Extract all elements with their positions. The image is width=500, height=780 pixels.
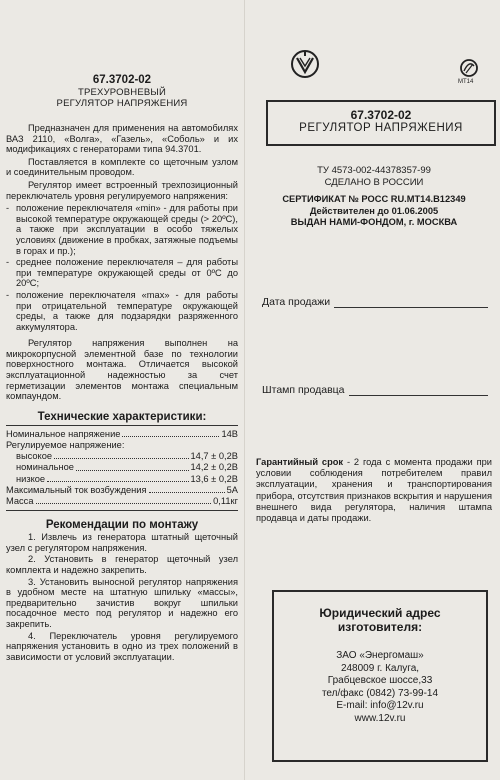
list-item: - среднее положение переключателя – для работы при температуре окружающей среды от 0ºС до 20ºС; — [6, 257, 238, 289]
warranty-heading: Гарантийный срок — [256, 457, 344, 467]
address-title-1: Юридический адрес — [319, 606, 441, 620]
certificate-number: СЕРТИФИКАТ № РОСС RU.МТ14.В12349 — [282, 194, 466, 204]
install-heading: Рекомендации по монтажу — [45, 519, 199, 532]
spec-nominal-voltage: Номинальное напряжение 14В — [6, 428, 238, 439]
certificate-validity: Действителен до 01.06.2005 — [309, 205, 439, 216]
certificate-block — [252, 194, 496, 229]
left-column — [6, 74, 238, 662]
spec-excitation-current: Максимальный ток возбуждения 5А — [6, 484, 238, 495]
sale-date-line — [334, 296, 488, 308]
list-item: - положение переключателя «max» - для работы при отрицательной температуре окружающей среды, а также для подзарядки разряженного аккумулятора. — [6, 290, 238, 332]
fold-line — [244, 0, 245, 780]
certificate-issuer: ВЫДАН НАМИ-ФОНДОМ, г. МОСКВА — [290, 217, 458, 227]
install-step: 4. Переключатель уровня регулируемого напряжения установить в одно из трех положений в зависимости от условий эксплуатации. — [6, 630, 238, 662]
install-step: 1. Извлечь из генератора штатный щеточный узел с регулятором напряжения. — [6, 532, 238, 553]
seller-stamp-line — [349, 384, 488, 396]
divider — [6, 425, 238, 426]
address-line: 248009 г. Калуга, — [340, 662, 420, 674]
seller-stamp-field — [262, 384, 488, 396]
address-line: ЗАО «Энергомаш» — [336, 650, 424, 661]
address-line: www.12v.ru — [354, 712, 406, 724]
install-step: 3. Установить выносной регулятор напряжения в удобном месте на штатную шпильку «массы», предварительно зачистив вокруг шпильки посадочное место под регулятор и надежно его закрепить. — [6, 576, 238, 630]
tu-number: ТУ 4573-002-44378357-99 — [317, 165, 431, 176]
specs-heading: Технические характеристики: — [37, 410, 207, 423]
intro-paragraph: Предназначен для применения на автомобилях ВАЗ 2110, «Волга», «Газель», «Соболь» и их модификациях с генераторами типа 94.3701. — [6, 123, 238, 155]
spec-low: низкое 13,6 ± 0,2В — [16, 473, 238, 484]
product-subtitle-2: РЕГУЛЯТОР НАПРЯЖЕНИЯ — [56, 98, 188, 109]
address-title-2: изготовителя: — [337, 620, 423, 634]
spec-regulated-voltage: Регулируемое напряжение: — [6, 440, 125, 451]
logos-row — [252, 48, 496, 96]
spec-mass: Масса 0,11кг — [6, 496, 238, 507]
seller-stamp-label: Штамп продавца — [262, 384, 345, 396]
warranty-paragraph — [256, 457, 492, 524]
address-line: Грабцевское шоссе,33 — [327, 675, 433, 686]
manufacturer-logo-icon — [290, 48, 320, 80]
made-in: СДЕЛАНО В РОССИИ — [324, 176, 424, 188]
address-line: E-mail: info@12v.ru — [336, 700, 424, 711]
pct-label: МТ14 — [458, 79, 474, 84]
list-item: - положение переключателя «min» - для работы при высокой температуре окружающей среды (> 20ºС), а также при эксплуатации в особо тяжелых условиях (движение в пробках, затяжные подъемы в горах и пр.); — [6, 203, 238, 256]
switch-intro-paragraph: Регулятор имеет встроенный трехпозиционный переключатель уровня регулируемого напряжения: — [6, 179, 238, 201]
sale-date-field — [262, 296, 488, 308]
spec-nominal: номинальное 14,2 ± 0,2В — [16, 462, 238, 473]
pct-certification-icon — [458, 58, 484, 84]
right-column — [252, 0, 496, 780]
manufacturer-address-box — [272, 590, 488, 762]
box-product-name: РЕГУЛЯТОР НАПРЯЖЕНИЯ — [299, 122, 463, 134]
warranty-text: - 2 года с момента продажи при условии соблюдения потребителем правил эксплуатации, хранения и транспортирования прибора, отсутствия признаков вскрытия и нарушения внешнего вида регулятора, наличия штампа продавца и даты продажи. — [256, 457, 492, 524]
design-paragraph: Регулятор напряжения выполнен на микрокорпусной элементной базе по технологии поверхностного монтажа. Отличается высокой эксплуатационной надежностью за счет герметизации элементов монтажа специальным компаундом. — [6, 338, 238, 402]
sale-date-label: Дата продажи — [262, 296, 331, 308]
switch-modes-list — [6, 203, 238, 332]
divider — [6, 510, 238, 511]
install-step: 2. Установить в генератор щеточный узел комплекта и надежно закрепить. — [6, 554, 238, 576]
product-title-box — [266, 100, 496, 146]
product-code: 67.3702-02 — [92, 74, 152, 86]
supplied-paragraph: Поставляется в комплекте со щеточным узлом и соединительным проводом. — [6, 156, 238, 178]
product-subtitle-1: ТРЕХУРОВНЕВЫЙ — [77, 87, 167, 98]
address-line: тел/факс (0842) 73-99-14 — [321, 687, 439, 699]
spec-high: высокое 14,7 ± 0,2В — [16, 451, 238, 462]
spec-tu-block — [252, 165, 496, 188]
box-product-code: 67.3702-02 — [350, 108, 412, 122]
